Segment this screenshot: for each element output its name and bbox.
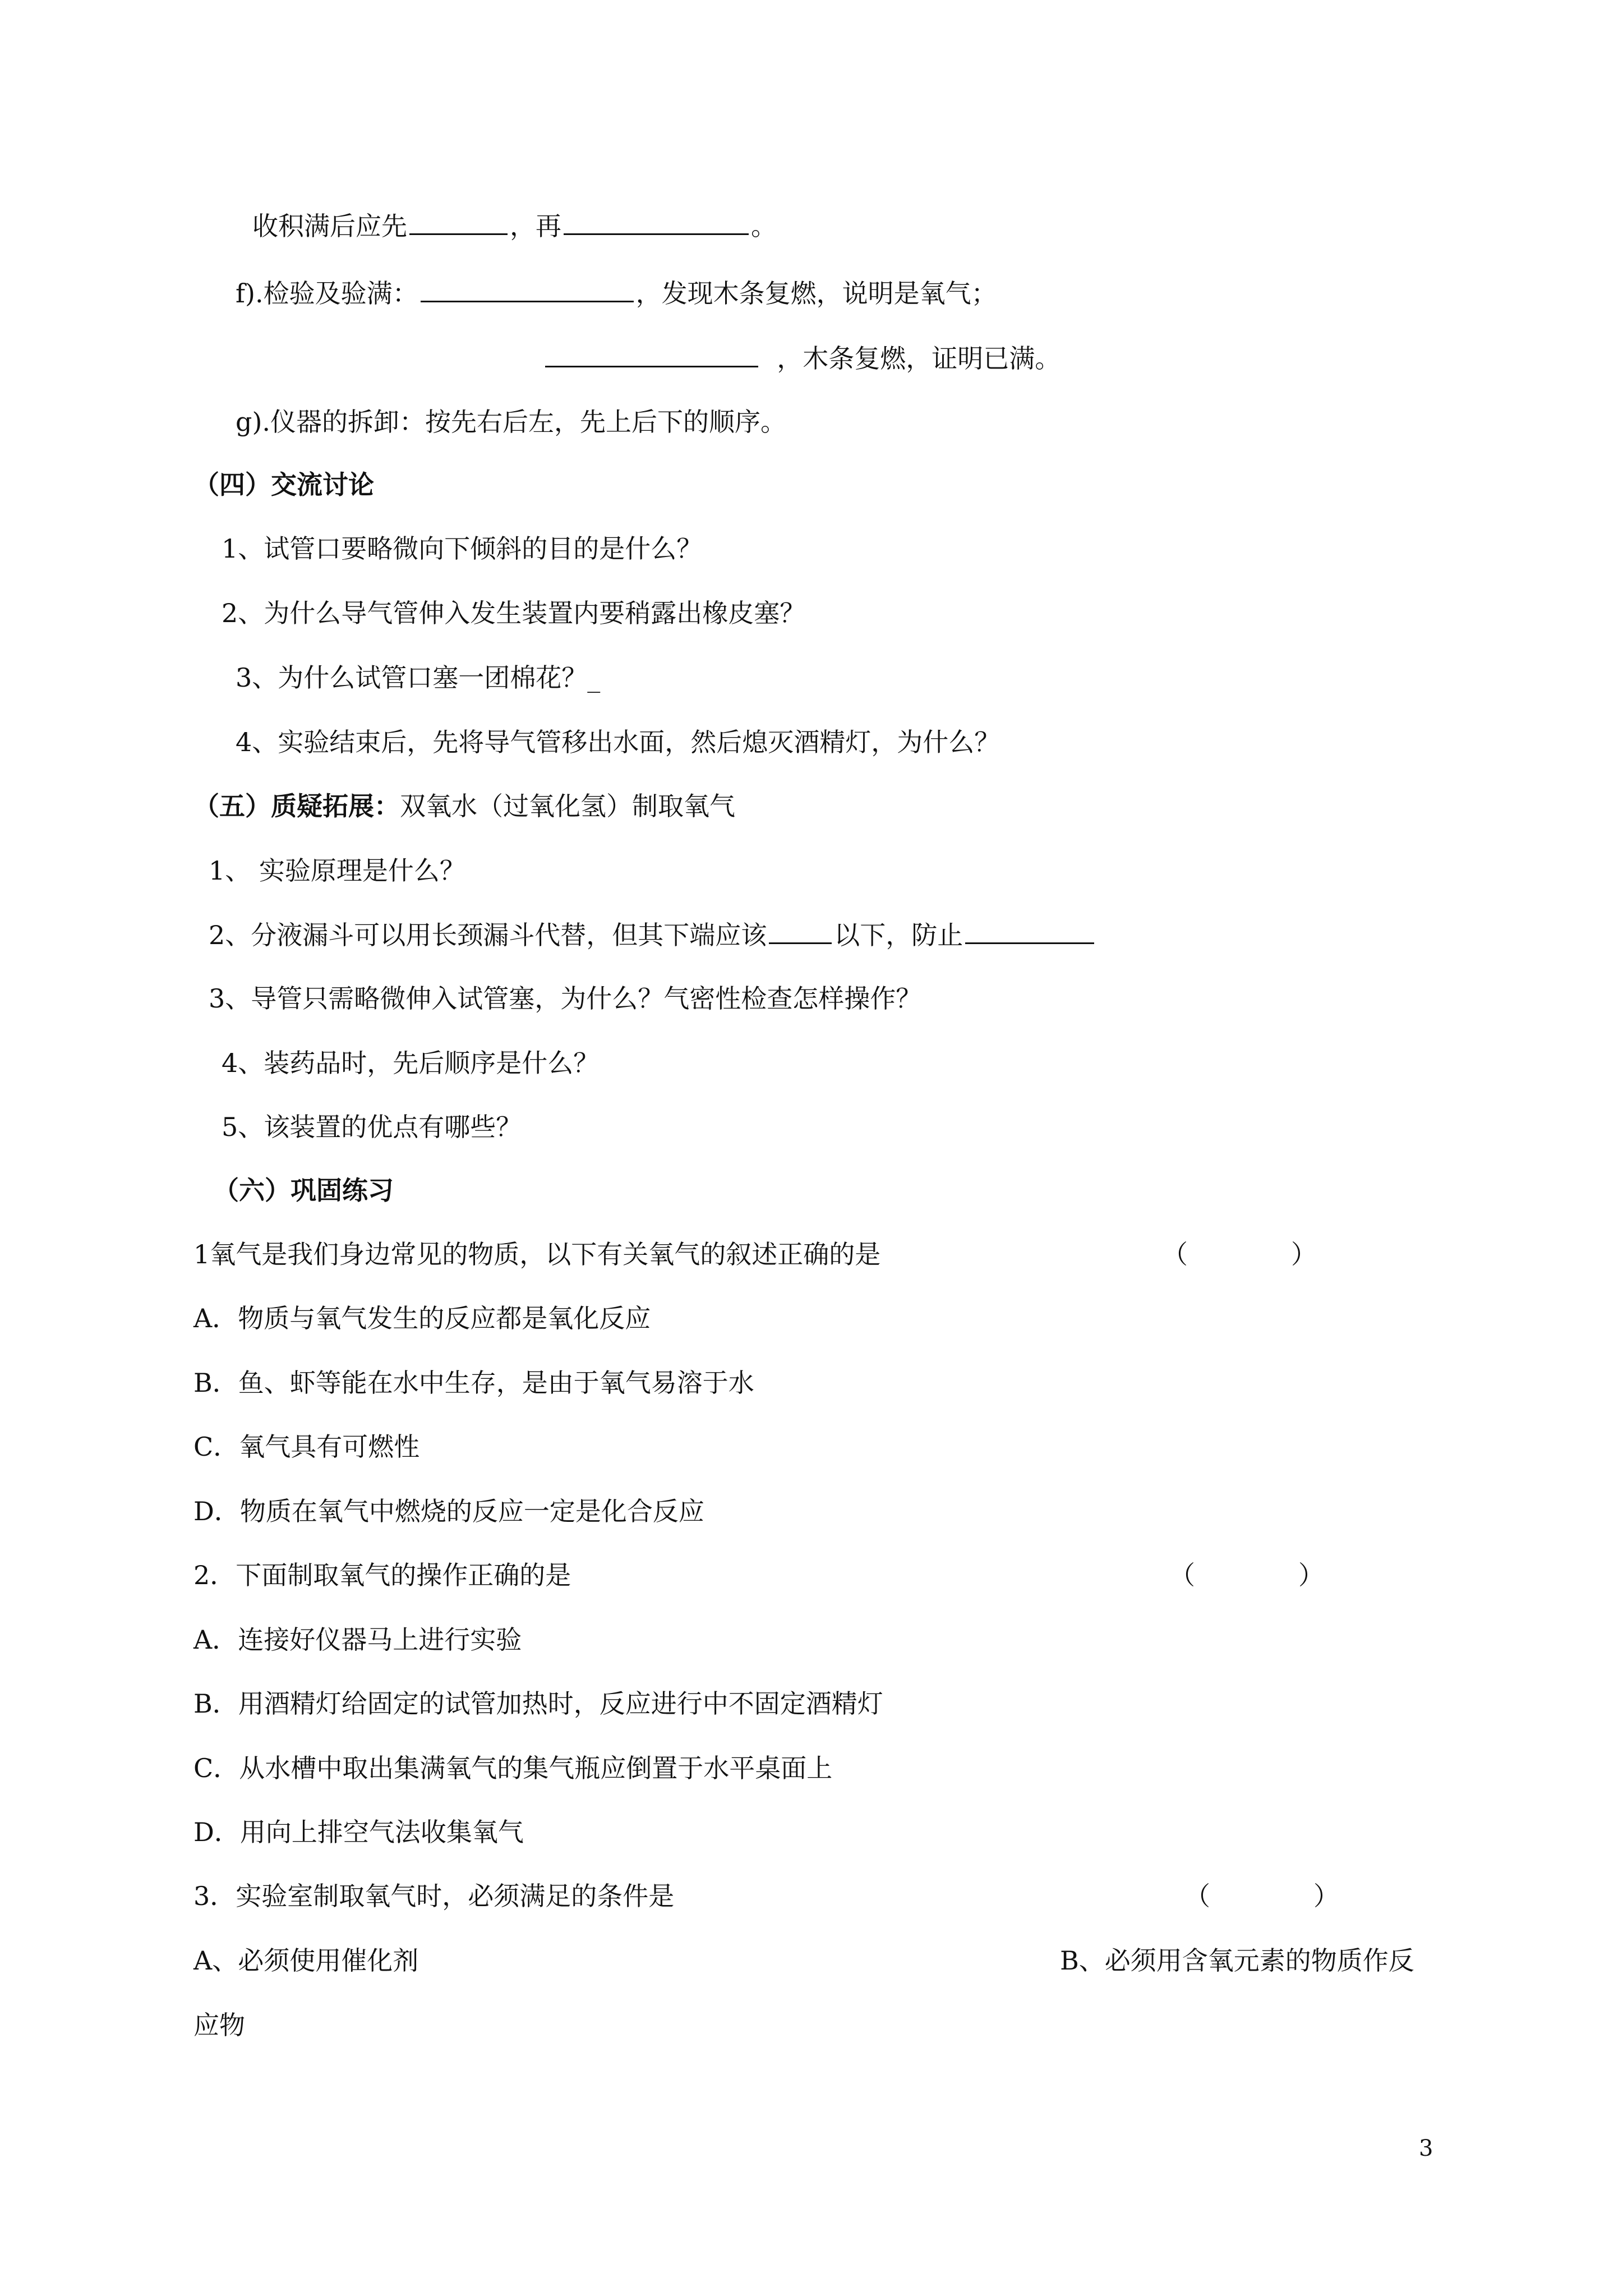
exercise-3-option-a: A、必须使用催化剂 xyxy=(193,1945,419,1976)
question-4-3: 3、为什么试管口塞一团棉花？_ xyxy=(236,662,601,693)
page-number: 3 xyxy=(1419,2136,1433,2161)
question-5-5: 5、该装置的优点有哪些？ xyxy=(222,1112,522,1142)
exercise-1-option-c: C．氧气具有可燃性 xyxy=(193,1432,420,1462)
fill-blank xyxy=(564,209,749,235)
heading-text: （六）巩固练习 xyxy=(213,1175,394,1205)
line-verify xyxy=(236,276,997,310)
line-verify-full xyxy=(543,341,1061,375)
question-4-4: 4、实验结束后，先将导气管移出水面，然后熄灭酒精灯，为什么？ xyxy=(236,727,1000,757)
exercise-2-option-b: B．用酒精灯给固定的试管加热时，反应进行中不固定酒精灯 xyxy=(193,1688,883,1719)
question-5-3: 3、导管只需略微伸入试管塞，为什么？气密性检查怎样操作？ xyxy=(209,983,922,1014)
text: 2、分液漏斗可以用长颈漏斗代替，但其下端应该 xyxy=(209,920,767,950)
fill-blank xyxy=(421,276,634,302)
heading-subtext: 双氧水（过氧化氢）制取氧气 xyxy=(400,791,735,821)
text: ，木条复燃，证明已满。 xyxy=(777,343,1061,374)
answer-bracket: （ ） xyxy=(1184,1881,1339,1911)
exercise-1-option-a: A．物质与氧气发生的反应都是氧化反应 xyxy=(193,1303,651,1333)
question-4-1: 1、试管口要略微向下倾斜的目的是什么？ xyxy=(222,533,703,564)
fill-blank xyxy=(409,209,508,235)
text: 收积满后应先 xyxy=(252,211,407,241)
question-5-4: 4、装药品时，先后顺序是什么？ xyxy=(222,1048,600,1078)
text: 。 xyxy=(751,211,777,241)
exercise-1-option-b: B．鱼、虾等能在水中生存，是由于氧气易溶于水 xyxy=(193,1368,754,1398)
fill-blank xyxy=(545,341,758,367)
fill-blank xyxy=(769,918,832,944)
exercise-2: 2．下面制取氧气的操作正确的是 xyxy=(193,1560,571,1590)
line-collect-full xyxy=(252,209,777,242)
section-heading-discussion xyxy=(193,468,374,501)
answer-bracket: （ ） xyxy=(1162,1239,1317,1269)
section-heading-practice xyxy=(213,1174,394,1207)
exercise-2-option-a: A．连接好仪器马上进行实验 xyxy=(193,1625,522,1655)
heading-text: （五）质疑拓展： xyxy=(193,791,400,821)
text: ，再 xyxy=(510,211,561,241)
fill-blank xyxy=(965,918,1094,944)
question-5-1: 1、 实验原理是什么？ xyxy=(209,855,465,886)
text: f).检验及验满： xyxy=(236,278,418,309)
exercise-3: 3．实验室制取氧气时，必须满足的条件是 xyxy=(193,1881,675,1911)
exercise-2-option-d: D．用向上排空气法收集氧气 xyxy=(193,1817,524,1847)
exercise-1-option-d: D．物质在氧气中燃烧的反应一定是化合反应 xyxy=(193,1496,704,1526)
question-4-2: 2、为什么导气管伸入发生装置内要稍露出橡皮塞？ xyxy=(222,598,806,628)
section-heading-extension xyxy=(193,789,735,823)
text: ，发现木条复燃，说明是氧气； xyxy=(635,278,997,309)
line-disassembly: g).仪器的拆卸：按先右后左，先上后下的顺序。 xyxy=(236,407,787,437)
text: 以下，防止 xyxy=(834,920,963,950)
exercise-2-option-c: C．从水槽中取出集满氧气的集气瓶应倒置于水平桌面上 xyxy=(193,1753,833,1783)
heading-text: （四）交流讨论 xyxy=(193,470,374,500)
exercise-3-option-b-continued: 应物 xyxy=(193,2010,245,2040)
exercise-1: 1氧气是我们身边常见的物质，以下有关氧气的叙述正确的是 xyxy=(193,1239,881,1269)
question-5-2 xyxy=(209,918,1096,951)
exercise-3-option-b: B、必须用含氧元素的物质作反 xyxy=(1060,1945,1414,1976)
answer-bracket: （ ） xyxy=(1169,1560,1324,1590)
